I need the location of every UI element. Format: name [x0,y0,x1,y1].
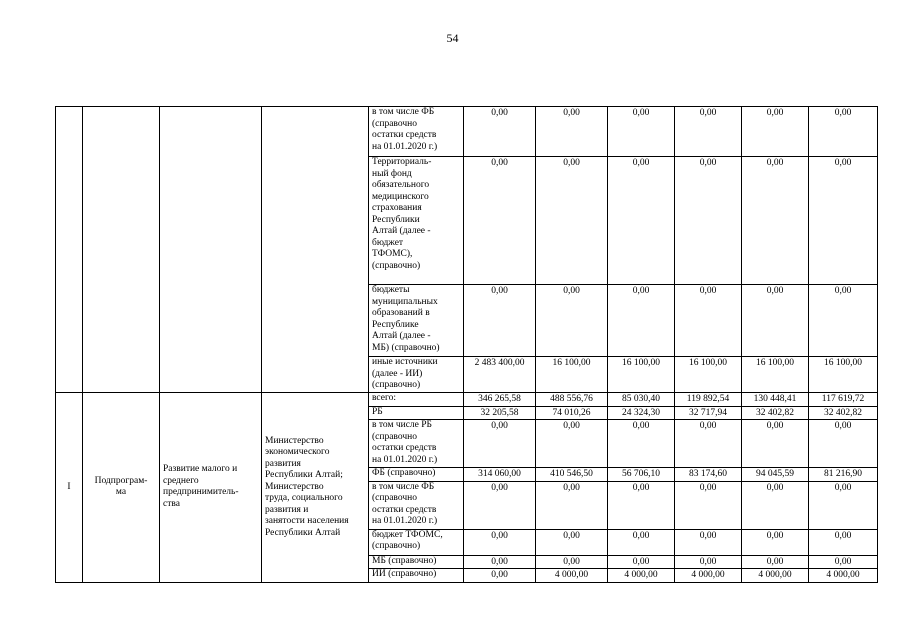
funding-source-cell: ИИ (справочно) [369,569,464,583]
table-row [56,107,878,157]
amount-cell: 0,00 [536,529,608,555]
amount-cell: 0,00 [809,420,878,468]
amount-cell: 0,00 [464,481,536,529]
amount-cell: 0,00 [809,555,878,569]
amount-cell: 0,00 [675,107,742,157]
amount-cell: 16 100,00 [675,357,742,393]
amount-cell: 0,00 [536,420,608,468]
amount-cell: 0,00 [608,107,675,157]
amount-cell: 0,00 [608,555,675,569]
amount-cell: 0,00 [809,481,878,529]
amount-cell: 0,00 [536,481,608,529]
amount-cell: 56 706,10 [608,468,675,482]
amount-cell: 0,00 [675,555,742,569]
amount-cell: 0,00 [608,157,675,285]
funding-source-cell: иные источники (далее - ИИ) (справочно) [369,357,464,393]
amount-cell: 0,00 [809,107,878,157]
amount-cell: 0,00 [675,157,742,285]
amount-cell: 4 000,00 [742,569,809,583]
executor-cell: Министерство экономического развития Республики Алтай; Министерство труда, социального развития и занятости населения Республики Алтай [262,393,369,583]
amount-cell: 0,00 [464,555,536,569]
amount-cell: 0,00 [742,529,809,555]
amount-cell: 0,00 [608,481,675,529]
amount-cell: 32 402,82 [742,406,809,420]
amount-cell: 117 619,72 [809,393,878,407]
budget-table [55,106,878,583]
amount-cell: 0,00 [464,285,536,357]
funding-source-cell: МБ (справочно) [369,555,464,569]
funding-source-cell: РБ [369,406,464,420]
funding-source-cell: в том числе ФБ (справочно остатки средств на 01.01.2020 г.) [369,107,464,157]
amount-cell: 16 100,00 [742,357,809,393]
amount-cell: 0,00 [742,285,809,357]
amount-cell: 0,00 [675,420,742,468]
amount-cell: 0,00 [464,107,536,157]
amount-cell: 74 010,26 [536,406,608,420]
amount-cell: 0,00 [675,529,742,555]
amount-cell: 0,00 [608,420,675,468]
funding-source-cell: в том числе ФБ (справочно остатки средств на 01.01.2020 г.) [369,481,464,529]
amount-cell: 16 100,00 [608,357,675,393]
amount-cell: 85 030,40 [608,393,675,407]
empty-merged-cell [56,107,83,393]
amount-cell: 0,00 [464,420,536,468]
amount-cell: 4 000,00 [608,569,675,583]
table-row [56,393,878,407]
amount-cell: 32 402,82 [809,406,878,420]
amount-cell: 130 448,41 [742,393,809,407]
amount-cell: 4 000,00 [809,569,878,583]
amount-cell: 0,00 [536,555,608,569]
amount-cell: 0,00 [608,529,675,555]
funding-source-cell: всего: [369,393,464,407]
amount-cell: 0,00 [675,481,742,529]
funding-source-cell: бюджет ТФОМС, (справочно) [369,529,464,555]
amount-cell: 0,00 [536,157,608,285]
funding-source-cell: ФБ (справочно) [369,468,464,482]
amount-cell: 16 100,00 [536,357,608,393]
amount-cell: 16 100,00 [809,357,878,393]
amount-cell: 4 000,00 [675,569,742,583]
amount-cell: 0,00 [742,420,809,468]
subprogram-name-cell: Развитие малого и среднего предпринимитель- ства [160,393,262,583]
amount-cell: 0,00 [608,285,675,357]
amount-cell: 0,00 [742,481,809,529]
funding-source-cell: Территориаль- ный фонд обязательного медицинского страхования Республики Алтай (далее - бюджет ТФОМС), (справочно) [369,157,464,285]
funding-source-cell: в том числе РБ (справочно остатки средств на 01.01.2020 г.) [369,420,464,468]
amount-cell: 81 216,90 [809,468,878,482]
amount-cell: 0,00 [809,285,878,357]
amount-cell: 410 546,50 [536,468,608,482]
empty-merged-cell [83,107,160,393]
amount-cell: 0,00 [809,529,878,555]
amount-cell: 0,00 [536,285,608,357]
amount-cell: 0,00 [464,157,536,285]
amount-cell: 0,00 [536,107,608,157]
amount-cell: 0,00 [464,529,536,555]
amount-cell: 314 060,00 [464,468,536,482]
amount-cell: 94 045,59 [742,468,809,482]
amount-cell: 119 892,54 [675,393,742,407]
amount-cell: 32 717,94 [675,406,742,420]
subprogram-type-cell: Подпрограм- ма [83,393,160,583]
page-number: 54 [446,31,459,45]
amount-cell: 24 324,30 [608,406,675,420]
funding-source-cell: бюджеты муниципальных образований в Республике Алтай (далее - МБ) (справочно) [369,285,464,357]
amount-cell: 0,00 [464,569,536,583]
amount-cell: 83 174,60 [675,468,742,482]
amount-cell: 32 205,58 [464,406,536,420]
amount-cell: 0,00 [809,157,878,285]
amount-cell: 2 483 400,00 [464,357,536,393]
empty-merged-cell [262,107,369,393]
amount-cell: 346 265,58 [464,393,536,407]
amount-cell: 0,00 [742,107,809,157]
amount-cell: 0,00 [742,157,809,285]
amount-cell: 4 000,00 [536,569,608,583]
amount-cell: 0,00 [675,285,742,357]
amount-cell: 0,00 [742,555,809,569]
amount-cell: 488 556,76 [536,393,608,407]
empty-merged-cell [160,107,262,393]
subprogram-number-cell: I [56,393,83,583]
